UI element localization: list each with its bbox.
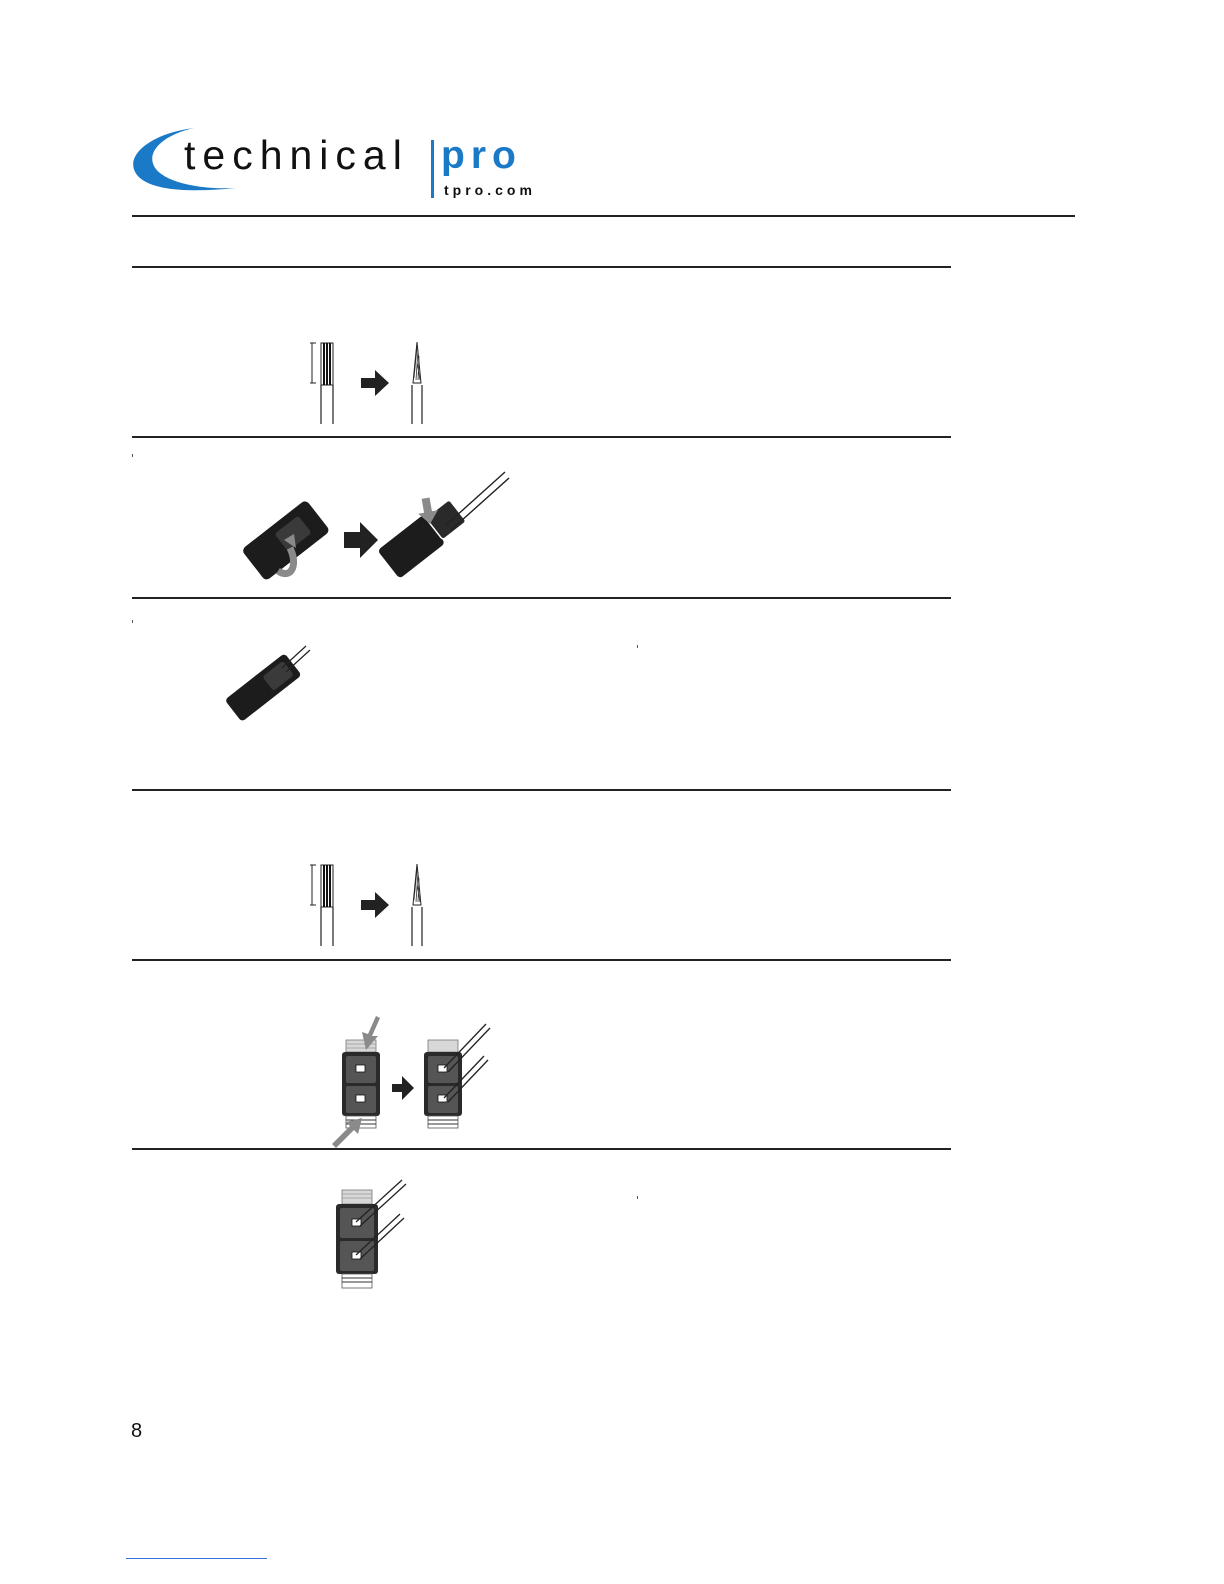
- section-rule: [132, 436, 951, 438]
- mark: [637, 1196, 638, 1199]
- logo-wordmark: technical: [184, 132, 409, 178]
- footer-link-underline[interactable]: [126, 1558, 267, 1559]
- figure-assembled-plug: [222, 640, 322, 725]
- figure-terminal-wired: [332, 1178, 417, 1293]
- section-rule: [132, 1148, 951, 1150]
- wire-strip-icon: [305, 860, 435, 950]
- header-rule: [132, 215, 1075, 217]
- figure-strip-twist-wire: [305, 338, 435, 428]
- wire-strip-icon: [305, 338, 435, 428]
- section-rule: [132, 789, 951, 791]
- brand-logo: [128, 120, 548, 210]
- banana-plug-icon: [240, 468, 520, 588]
- logo-url: tpro.com: [444, 182, 536, 198]
- logo-divider: [431, 140, 434, 198]
- mark: [132, 620, 133, 623]
- banana-plug-icon: [222, 640, 322, 725]
- logo-pro: pro: [441, 134, 522, 177]
- mark: [637, 645, 638, 648]
- section-rule: [132, 959, 951, 961]
- figure-open-plug-insert-wire: [240, 468, 520, 588]
- figure-press-terminal-insert-wire: [328, 1014, 498, 1149]
- section-rule: [132, 597, 951, 599]
- section-rule: [132, 266, 951, 268]
- figure-strip-twist-wire-2: [305, 860, 435, 950]
- spring-terminal-icon: [328, 1014, 498, 1149]
- spring-terminal-icon: [332, 1178, 417, 1293]
- mark: [132, 454, 133, 457]
- page-number: 8: [131, 1420, 143, 1442]
